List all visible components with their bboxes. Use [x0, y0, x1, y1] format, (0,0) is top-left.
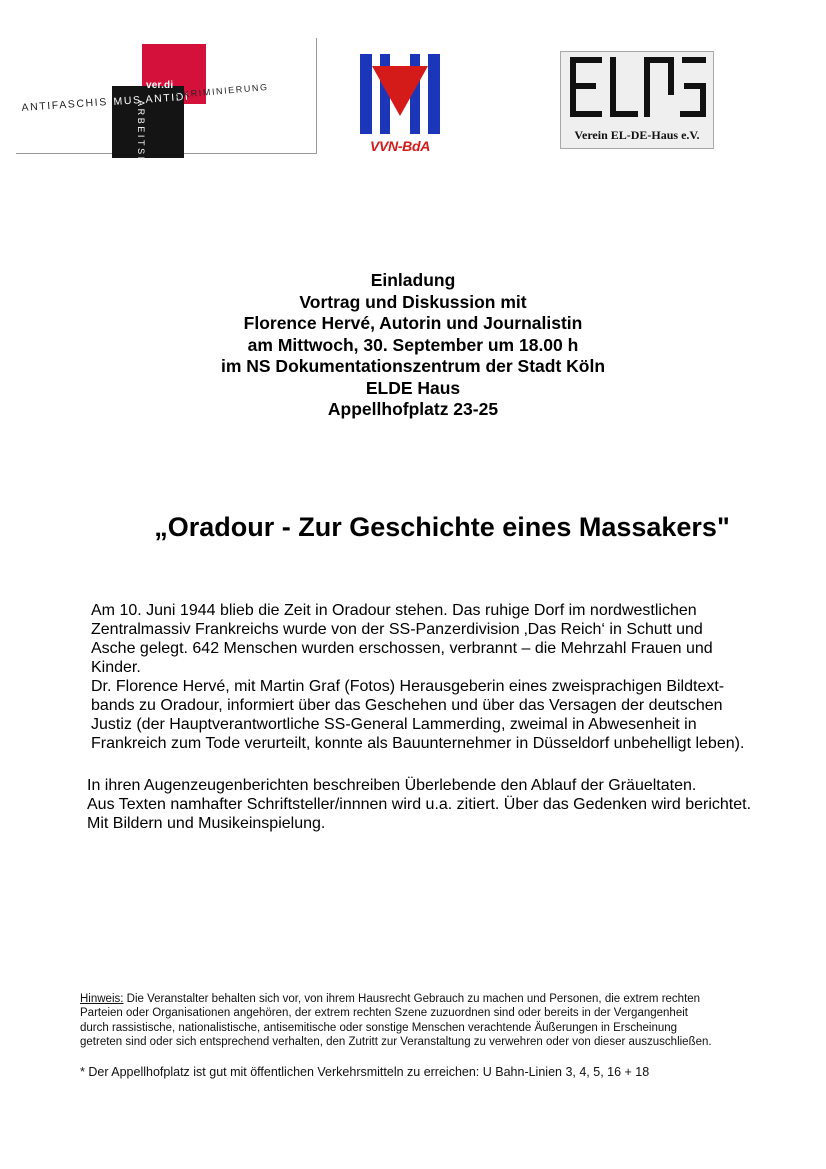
invitation-line-talk: Vortrag und Diskussion mit — [299, 291, 527, 312]
notice-line — [80, 992, 712, 1006]
vvn-stripes-triangle-icon — [358, 52, 442, 138]
logo-word-left: ANTIFASCHIS — [21, 95, 109, 114]
program-paragraph — [87, 776, 751, 833]
legal-notice — [80, 992, 712, 1049]
logo-word-right: SKRIMINIERUNG — [175, 81, 269, 100]
vvn-bda-wordmark: VVN-BdA — [369, 138, 431, 154]
invitation-heading: Einladung — [370, 270, 456, 290]
description-paragraph — [91, 601, 744, 753]
text-line: Frankreich zum Tode verurteilt, konnte als Bauunternehmer in Düsseldorf unbehelligt leben). — [91, 735, 745, 752]
transport-note: * Der Appellhofplatz ist gut mit öffentlichen Verkehrsmitteln zu erreichen: U Bahn-Linien 3, 4, 5, 16 + 18 — [80, 1065, 650, 1079]
text-line: Mit Bildern und Musikeinspielung. — [87, 815, 326, 832]
text-line: Justiz (der Hauptverantwortliche SS-General Lammerding, zweimal in Abwesenheit in — [91, 716, 697, 733]
notice-label: Hinweis: — [80, 993, 124, 1005]
text-line: Asche gelegt. 642 Menschen wurden erschossen, verbrannt – die Mehrzahl Frauen und — [91, 640, 713, 657]
elde-caption: Verein EL-DE-Haus e.V. — [574, 128, 700, 142]
text-line: Aus Texten namhafter Schriftsteller/innnen wird u.a. zitiert. Über das Gedenken wird berichtet. — [87, 796, 752, 813]
verdi-wordmark: ver.di — [146, 80, 174, 91]
invitation-block — [0, 270, 826, 421]
notice-line: durch rassistische, nationalistische, antisemitische oder sonstige Menschen verachtende Äußerungen in Erscheinung — [80, 1021, 678, 1034]
text-line: Dr. Florence Hervé, mit Martin Graf (Fotos) Herausgeberin eines zweisprachigen Bildtext- — [91, 678, 725, 695]
verdi-antifa-logo — [16, 38, 317, 197]
notice-line: getreten sind oder sich entsprechend verhalten, den Zutritt zur Veranstaltung zu verwehren oder von dieser auszuschließen. — [80, 1035, 712, 1048]
elde-haus-logo — [560, 51, 714, 149]
notice-line: Parteien oder Organisationen angehören, der extrem rechten Szene zuzuordnen sind oder bereits in der Vergangenheit — [80, 1007, 688, 1020]
notice-text: Die Veranstalter behalten sich vor, von ihrem Hausrecht Gebrauch zu machen und Personen, die extrem rechten — [123, 993, 701, 1005]
invitation-line-date: am Mittwoch, 30. September um 18.00 h — [247, 334, 579, 355]
logo-word-mid: MUS ANTIDI — [113, 90, 190, 108]
text-line: Zentralmassiv Frankreichs wurde von der SS-Panzerdivision ‚Das Reich‘ in Schutt und — [91, 621, 703, 638]
text-line: Am 10. Juni 1944 blieb die Zeit in Oradour stehen. Das ruhige Dorf im nordwestlichen — [91, 602, 697, 619]
invitation-line-building: ELDE Haus — [365, 377, 461, 398]
logo-vertical-text: ARBEITSKREIS — [136, 100, 146, 197]
text-line: In ihren Augenzeugenberichten beschreiben Überlebende den Ablauf der Gräueltaten. — [87, 777, 697, 794]
vvn-bda-logo — [358, 52, 442, 156]
invitation-line-venue: im NS Dokumentationszentrum der Stadt Köln — [220, 356, 606, 376]
elde-monogram-icon — [561, 52, 713, 124]
invitation-line-address: Appellhofplatz 23-25 — [327, 399, 499, 419]
text-line: bands zu Oradour, informiert über das Geschehen und über das Versagen der deutschen — [91, 697, 723, 714]
invitation-line-speaker: Florence Hervé, Autorin und Journalistin — [243, 313, 583, 333]
event-title: „Oradour - Zur Geschichte eines Massakers" — [154, 512, 730, 542]
text-line: Kinder. — [91, 659, 141, 676]
